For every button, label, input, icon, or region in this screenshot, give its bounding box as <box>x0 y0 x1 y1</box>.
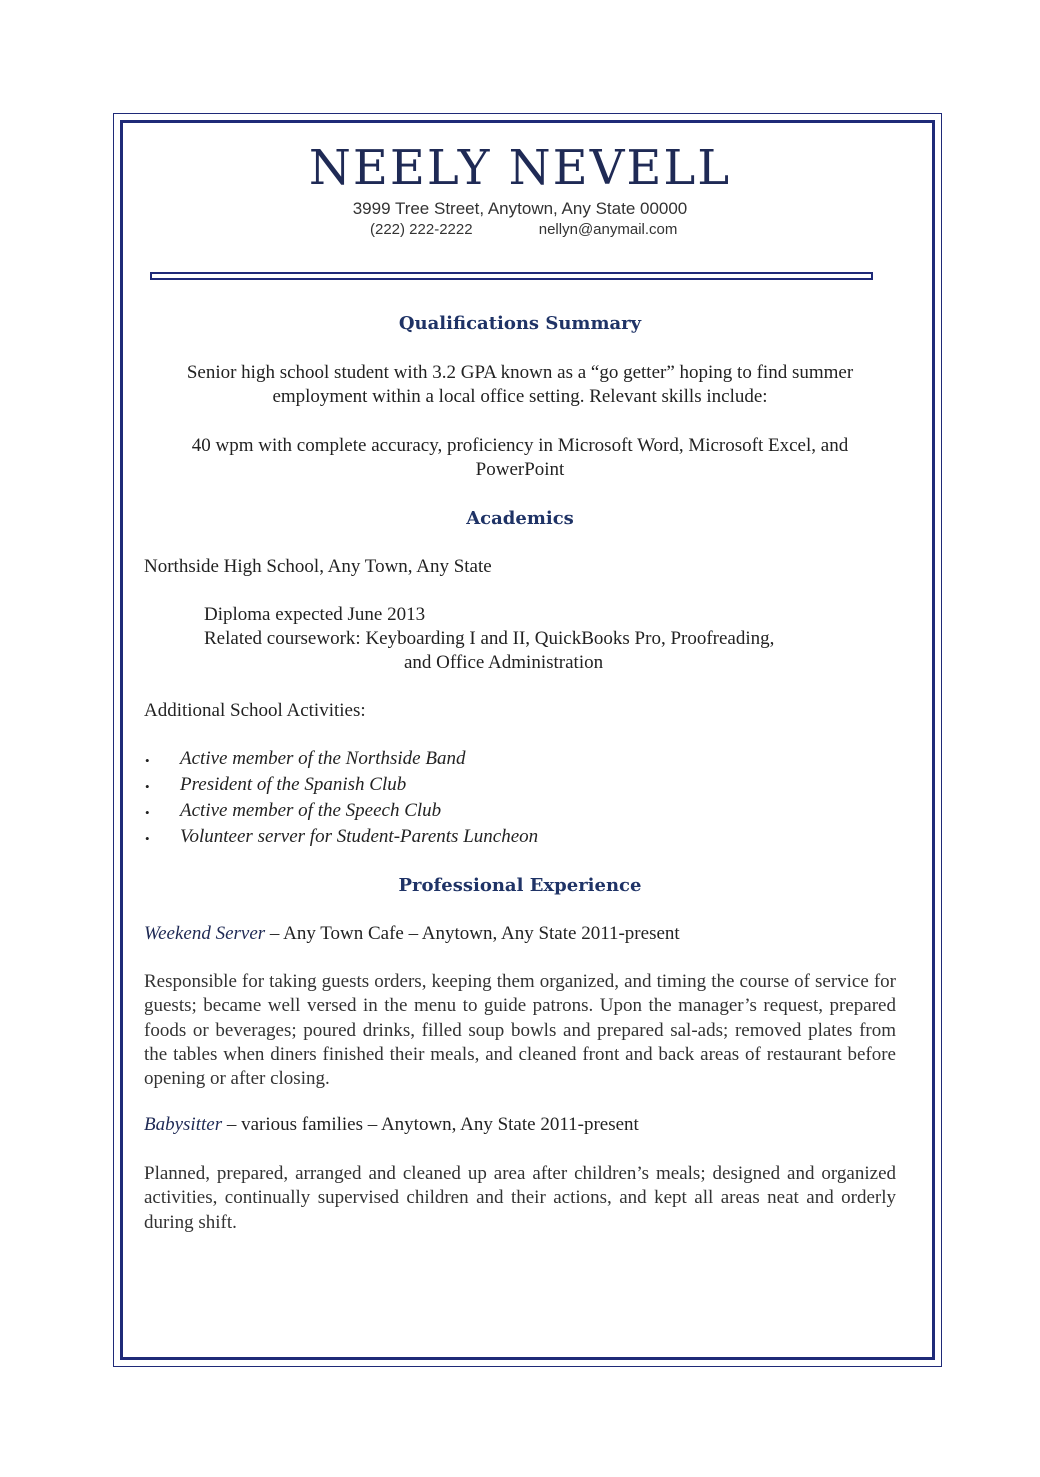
phone: (222) 222-2222 <box>370 221 473 238</box>
candidate-name: NEELY NEVELL <box>308 140 732 196</box>
job-title: Weekend Server <box>144 923 266 944</box>
qualifications-heading: Qualifications Summary <box>398 313 642 334</box>
job-description-babysitter: Planned, prepared, arranged and cleaned up area after children’s meals; designed and organized activities, continually supervised children and their actions, and kept all areas neat and orderly during shift. <box>144 1163 896 1233</box>
list-item: Active member of the Speech Club <box>180 800 442 821</box>
bullet-icon: • <box>145 753 150 768</box>
job-details: – various families – Anytown, Any State 2011-present <box>222 1114 639 1135</box>
contact-line <box>370 221 677 238</box>
experience-heading: Professional Experience <box>398 875 642 896</box>
skills-line-1: 40 wpm with complete accuracy, proficiency in Microsoft Word, Microsoft Excel, and <box>191 435 849 456</box>
job-line-server <box>144 923 680 945</box>
qualifications-line-1: Senior high school student with 3.2 GPA known as a “go getter” hoping to find summer <box>186 362 854 383</box>
diploma: Diploma expected June 2013 <box>204 604 426 625</box>
activities-label: Additional School Activities: <box>144 700 366 721</box>
list-item: Active member of the Northside Band <box>180 748 466 769</box>
coursework-line-1: Related coursework: Keyboarding I and II, QuickBooks Pro, Proofreading, <box>204 628 775 649</box>
qualifications-line-2: employment within a local office setting. Relevant skills include: <box>272 386 768 407</box>
email: nellyn@anymail.com <box>538 221 678 238</box>
address: 3999 Tree Street, Anytown, Any State 00000 <box>352 199 688 218</box>
job-line-babysitter <box>144 1114 639 1136</box>
academics-heading: Academics <box>466 508 574 529</box>
list-item: Volunteer server for Student-Parents Luncheon <box>180 826 539 847</box>
bullet-icon: • <box>145 779 150 794</box>
school: Northside High School, Any Town, Any State <box>144 556 492 577</box>
job-description-server: Responsible for taking guests orders, keeping them organized, and timing the course of service for guests; became well versed in the menu to guide patrons. Upon the manager’s request, prepared foods or beverages; poured drinks, filled soup bowls and prepared sal-ads; removed plates from the tables when diners finished their meals, and cleaned front and back areas of restaurant before opening or after closing. <box>144 971 896 1090</box>
job-title: Babysitter <box>144 1114 223 1135</box>
bullet-icon: • <box>145 831 150 846</box>
job-details: – Any Town Cafe – Anytown, Any State 2011-present <box>265 923 680 944</box>
list-item: President of the Spanish Club <box>180 774 407 795</box>
bullet-icon: • <box>145 805 150 820</box>
skills-line-2: PowerPoint <box>475 459 565 480</box>
header-divider <box>150 272 873 280</box>
coursework-line-2: and Office Administration <box>404 652 604 673</box>
